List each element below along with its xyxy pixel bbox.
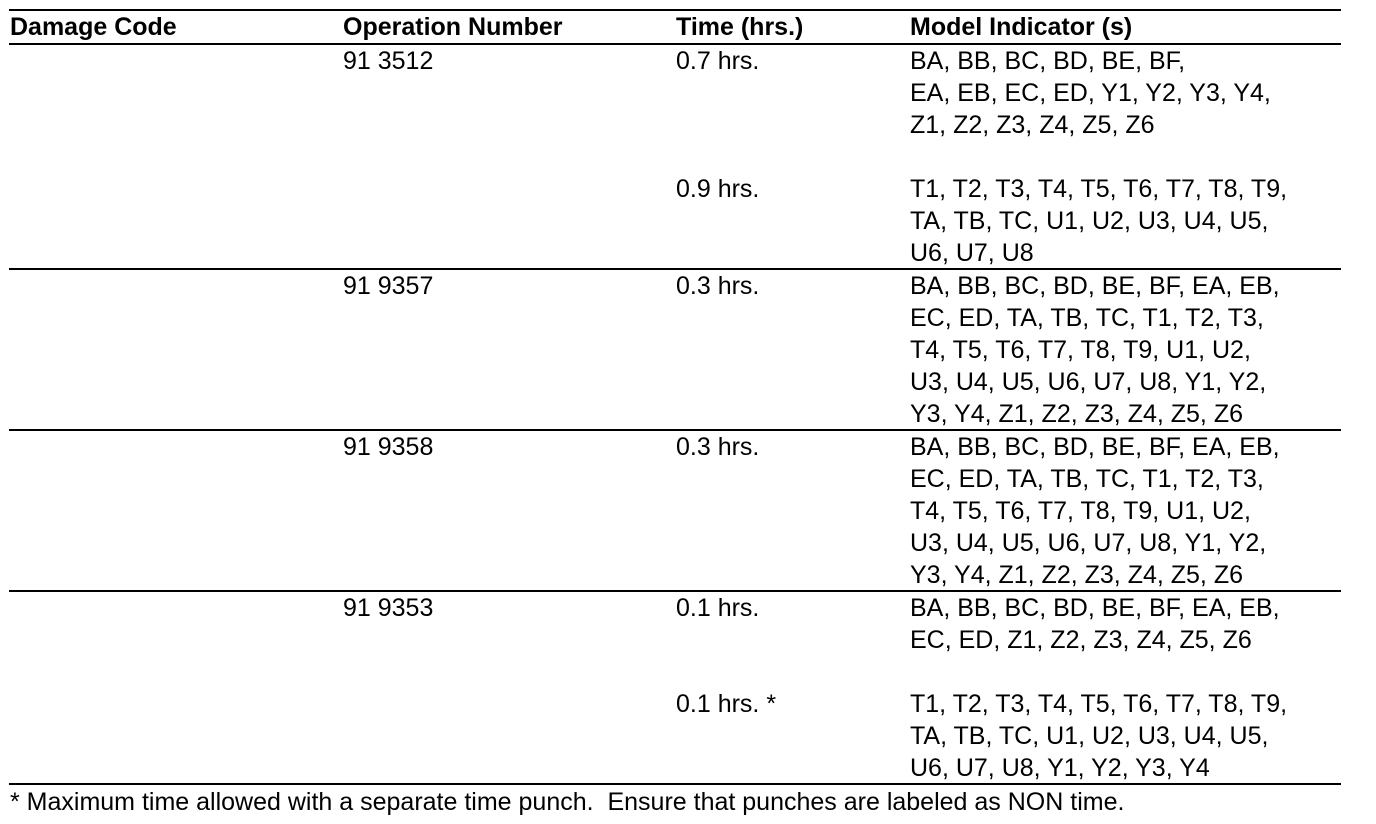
footnote: * Maximum time allowed with a separate time punch. Ensure that punches are labeled as NON time. — [10, 788, 1125, 816]
time-cell: 0.7 hrs. — [676, 47, 760, 75]
model-indicator-line: BA, BB, BC, BD, BE, BF, EA, EB, — [910, 594, 1280, 622]
model-indicator-line: BA, BB, BC, BD, BE, BF, EA, EB, — [910, 433, 1280, 461]
time-cell: 0.3 hrs. — [676, 433, 760, 461]
operation-number-cell: 91 9357 — [343, 272, 434, 300]
time-cell: 0.9 hrs. — [676, 175, 760, 203]
model-indicator-line: T1, T2, T3, T4, T5, T6, T7, T8, T9, — [910, 175, 1288, 203]
model-indicator-line: U6, U7, U8, Y1, Y2, Y3, Y4 — [910, 754, 1210, 782]
model-indicator-line: U3, U4, U5, U6, U7, U8, Y1, Y2, — [910, 368, 1267, 396]
model-indicator-line: T4, T5, T6, T7, T8, T9, U1, U2, — [910, 336, 1251, 364]
model-indicator-line: EC, ED, TA, TB, TC, T1, T2, T3, — [910, 465, 1264, 493]
model-indicator-line: Y3, Y4, Z1, Z2, Z3, Z4, Z5, Z6 — [910, 400, 1243, 428]
model-indicator-line: EC, ED, Z1, Z2, Z3, Z4, Z5, Z6 — [910, 626, 1252, 654]
model-indicator-line: BA, BB, BC, BD, BE, BF, EA, EB, — [910, 272, 1280, 300]
model-indicator-line: U3, U4, U5, U6, U7, U8, Y1, Y2, — [910, 529, 1267, 557]
model-indicator-line: EA, EB, EC, ED, Y1, Y2, Y3, Y4, — [910, 79, 1271, 107]
operation-number-cell: 91 3512 — [343, 47, 434, 75]
time-cell: 0.1 hrs. * — [676, 690, 777, 718]
model-indicator-line: BA, BB, BC, BD, BE, BF, — [910, 47, 1186, 75]
header-model-indicator: Model Indicator (s) — [910, 13, 1133, 41]
model-indicator-line: EC, ED, TA, TB, TC, T1, T2, T3, — [910, 304, 1264, 332]
model-indicator-line: TA, TB, TC, U1, U2, U3, U4, U5, — [910, 207, 1269, 235]
model-indicator-line: T1, T2, T3, T4, T5, T6, T7, T8, T9, — [910, 690, 1288, 718]
model-indicator-line: Z1, Z2, Z3, Z4, Z5, Z6 — [910, 111, 1155, 139]
header-operation-number: Operation Number — [343, 13, 563, 41]
model-indicator-line: Y3, Y4, Z1, Z2, Z3, Z4, Z5, Z6 — [910, 561, 1243, 589]
table-bottom-rule — [9, 783, 1341, 785]
table-top-rule — [9, 9, 1341, 11]
time-cell: 0.3 hrs. — [676, 272, 760, 300]
model-indicator-line: U6, U7, U8 — [910, 239, 1034, 267]
time-cell: 0.1 hrs. — [676, 594, 760, 622]
header-time: Time (hrs.) — [676, 13, 804, 41]
header-damage-code: Damage Code — [10, 13, 177, 41]
operation-number-cell: 91 9353 — [343, 594, 434, 622]
model-indicator-line: T4, T5, T6, T7, T8, T9, U1, U2, — [910, 497, 1251, 525]
model-indicator-line: TA, TB, TC, U1, U2, U3, U4, U5, — [910, 722, 1269, 750]
operation-number-cell: 91 9358 — [343, 433, 434, 461]
